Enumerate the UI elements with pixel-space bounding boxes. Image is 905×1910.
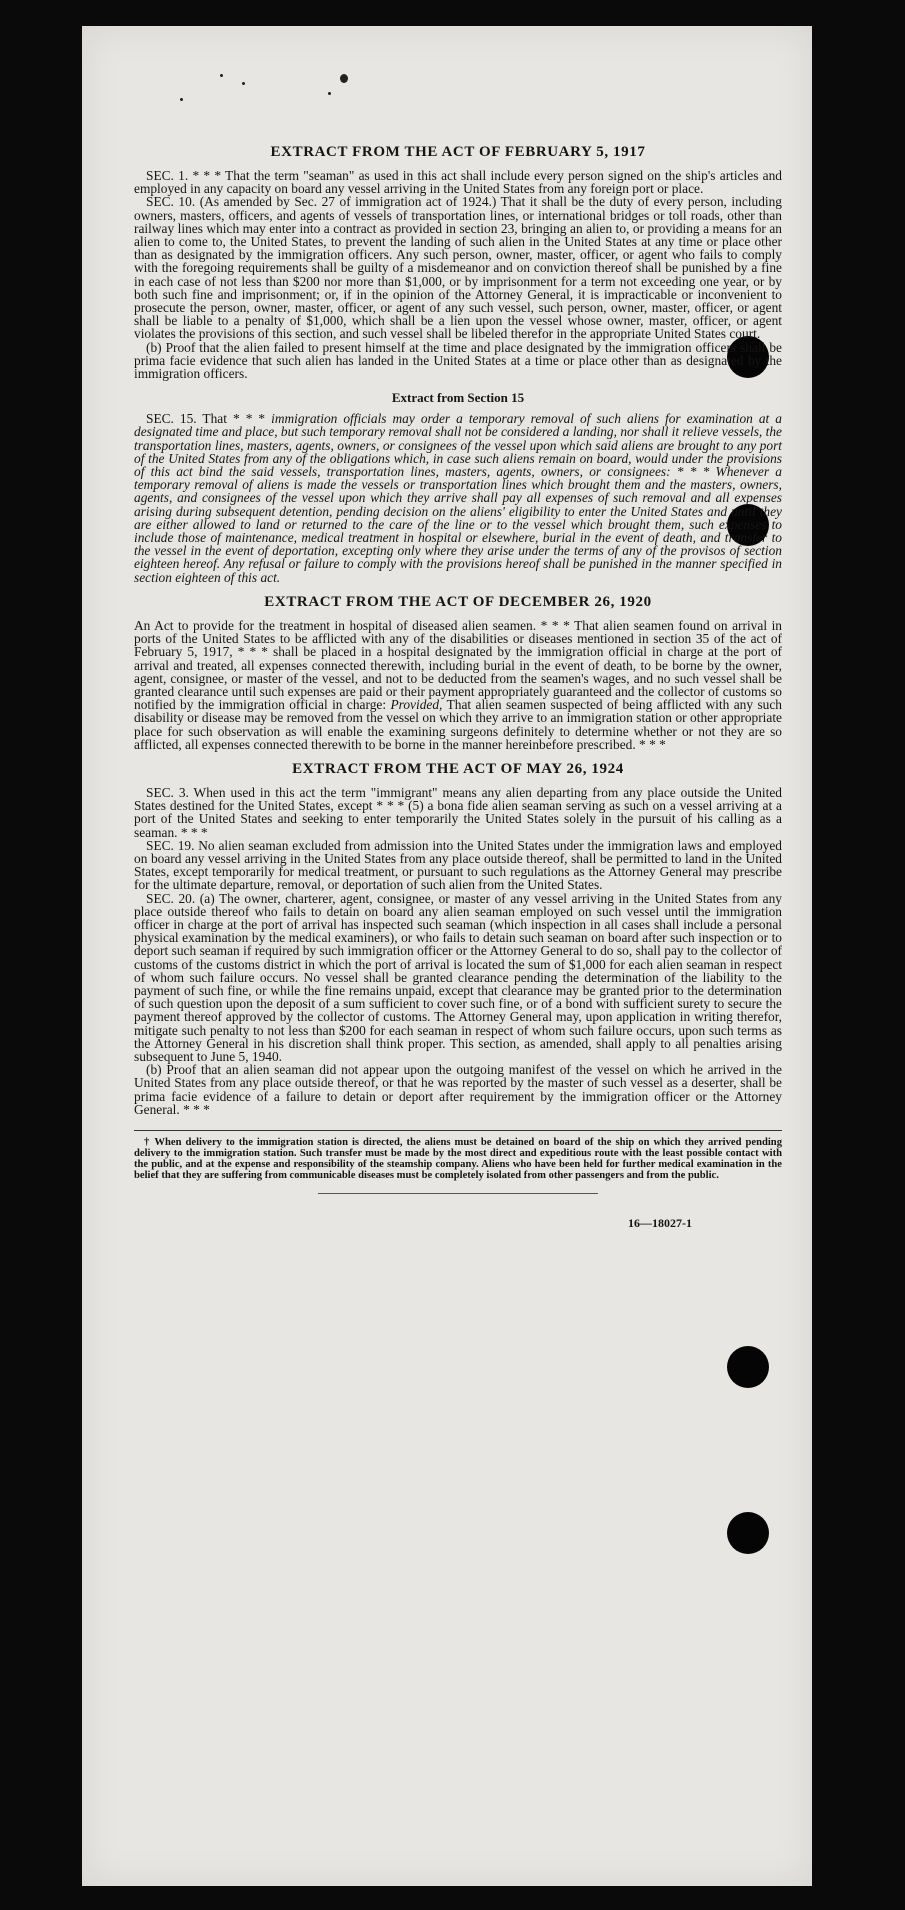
speck-mark [220, 74, 223, 77]
paragraph-sec-19: SEC. 19. No alien seaman excluded from admission into the United States under the immigration laws and employed on board any vessel arriving in the United States from any place outside thereof, shall be permitted to land in the United States, except temporarily for medical treatment, or pursuant to such regulations as the Attorney General may prescribe for the ultimate departure, removal, or deportation of such alien from the United States. [134, 837, 782, 893]
speck-mark [340, 74, 348, 83]
speck-mark [328, 92, 331, 95]
act-1920-provided: Provided, [390, 697, 443, 713]
bottom-divider [318, 1193, 598, 1194]
section-heading-1917: EXTRACT FROM THE ACT OF FEBRUARY 5, 1917 [270, 144, 646, 160]
punch-hole [727, 1512, 769, 1554]
paragraph-sec-1: SEC. 1. * * * That the term "seaman" as used in this act shall include every person signed on the ship's articles and employed in any capacity on board any vessel arriving in the United States from any foreign port or place. [134, 168, 782, 197]
act-1920-text-a: An Act to provide for the treatment in hospital of diseased alien seamen. * * * That alien seamen found on arrival in ports of the United States to be afflicted with any of the disabilities or diseases mentioned in section 35 of the act of February 5, 1917, * * * shall be placed in a hospital designated by the immigration official in charge at the port of arrival and treated, all expenses connected therewith, including burial in the event of death, to be borne by the owner, agent, consignee, or master of the vessel, and not to be deducted from the seamen's wages, and no such vessel shall be granted clearance until such expenses are paid or their payment appropriately guaranteed and the collector of customs so notified by the immigration official in charge: [134, 617, 782, 713]
sec-15-lead: SEC. 15. That * * * [146, 411, 272, 427]
speck-mark [242, 82, 245, 85]
paragraph-sec-10: SEC. 10. (As amended by Sec. 27 of immigration act of 1924.) That it shall be the duty of every person, including owners, masters, officers, and agents of vessels of transportation lines, or international bridges or toll roads, other than railway lines which may enter into a contract as provided in section 23, bringing an alien to, or providing a means for an alien to come to, the United States, to prevent the landing of such alien in the United States at any time or place other than as designated by the immigration officers. Any such person, owner, master, officer, or agent who fails to comply with the foregoing requirements shall be guilty of a misdemeanor and on conviction thereof shall be punished by a fine in each case of not less than $200 nor more than $1,000, or by imprisonment for a term not exceeding one year, or by both such fine and imprisonment; or, if in the opinion of the Attorney General, it is impracticable or inconvenient to prosecute the person, owner, master, officer, or agent of any such vessel, such person, owner, master, officer, or agent shall be liable to a penalty of $1,000, which shall be a lien upon the vessel whose owner, master, officer, or agent violates the provisions of this section, and such vessel shall be libeled therefor in the appropriate United States court. [134, 194, 782, 342]
paragraph-sec-15 [134, 412, 782, 584]
paragraph-sec-10-b: (b) Proof that the alien failed to present himself at the time and place designated by the immigration officers shall be prima facie evidence that such alien has landed in the United States at a time or place other than as designated by the immigration officers. [134, 339, 782, 382]
document-body [134, 134, 782, 1231]
paragraph-act-1920 [134, 619, 782, 751]
section-heading-1920: EXTRACT FROM THE ACT OF DECEMBER 26, 1920 [264, 593, 652, 610]
section-subheading-15: Extract from Section 15 [391, 390, 525, 406]
paragraph-sec-20-b: (b) Proof that an alien seaman did not appear upon the outgoing manifest of the vessel on which he arrived in the United States from any place outside thereof, or that he was reported by the master of such vessel as a deserter, shall be prima facie evidence of a failure to detain or deport after requirement by the immigration officer or the Attorney General. * * * [134, 1062, 782, 1117]
footnote: † When delivery to the immigration station is directed, the aliens must be detained on board of the ship on which they arrived pending delivery to the immigration station. Such transfer must be made by the most direct and expeditious route with the least possible contact with the public, and at the expense and responsibility of the steamship company. Aliens who have been held for further medical examination in the belief that they are suffering from communicable diseases must be completely isolated from other passengers and from the public. [134, 1137, 782, 1181]
sec-15-italic-text: immigration officials may order a temporary removal of such aliens for examination at a designated time and place, but such temporary removal shall not be considered a landing, nor shall it relieve vessels, the transportation lines, masters, agents, owners, or consignees of the vessel upon which said aliens are brought to any port of the United States from any of the obligations which, in case such aliens remain on board, would under the provisions of this act bind the said vessels, transportation lines, masters, agents, owners, or consignees: * * * Whenever a temporary removal of aliens is made the vessels or transportation lines which brought them and the masters, owners, agents, and consignees of the vessel upon which they arrive shall pay all expenses of such removal and all expenses arising during subsequent detention, pending decision on the aliens' eligibility to enter the United States and until they are either allowed to land or returned to the care of the line or to the vessel which brought them, such expenses to include those of maintenance, medical treatment in hospital or elsewhere, burial in the event of death, and transfer to the vessel in the event of deportation, excepting only where they arise under the terms of any of the provisos of section eighteen hereof. Any refusal or failure to comply with the provisions hereof shall be punished in the manner specified in section eighteen of this act. [134, 411, 782, 585]
act-1920-text-b: That alien seamen suspected of being afflicted with any such disability or disease may be removed from the vessel on which they arrive to an immigration station or other appropriate place for such observation as will enable the examining surgeons definitely to determine whether or not they are so afflicted, all expenses connected therewith to be borne in the manner hereinbefore prescribed. * * * [134, 697, 782, 752]
paragraph-sec-20-a: SEC. 20. (a) The owner, charterer, agent, consignee, or master of any vessel arriving in the United States from any place outside thereof who fails to detain on board any alien seaman employed on such vessel until the immigration officer in charge at the port of arrival has inspected such seaman (which inspection in all cases shall include a personal physical examination by the medical examiners), or who fails to detain such seaman on board after such inspection or to deport such seaman if required by such immigration officer or the Attorney General to do so, shall pay to the collector of customs of the customs district in which the port of arrival is located the sum of $1,000 for each alien seaman in respect of whom such failure occurs. No vessel shall be granted clearance pending the determination of the liability to the payment of such fine, or while the fine remains unpaid, except that clearance may be granted prior to the determination of such question upon the deposit of a sum sufficient to cover such fine, or of a bond with sufficient surety to secure the payment thereof approved by the collector of customs. The Attorney General may, upon application in writing therefor, mitigate such penalty to not less than $200 for each seaman in respect of whom such failure occurs, upon such terms as the Attorney General in his discretion shall think proper. This section, as amended, shall apply to all penalties arising subsequent to June 5, 1940. [134, 890, 782, 1064]
punch-hole [727, 1346, 769, 1388]
section-heading-1924: EXTRACT FROM THE ACT OF MAY 26, 1924 [292, 760, 624, 777]
paragraph-sec-3: SEC. 3. When used in this act the term "immigrant" means any alien departing from any place outside the United States destined for the United States, except * * * (5) a bona fide alien seaman serving as such on a vessel arriving at a port of the United States and seeking to enter temporarily the United States solely in the pursuit of his calling as a seaman. * * * [134, 784, 782, 840]
speck-mark [180, 98, 183, 101]
document-page [82, 26, 812, 1886]
form-number: 16—18027-1 [628, 1216, 692, 1230]
footnote-divider [134, 1130, 782, 1131]
